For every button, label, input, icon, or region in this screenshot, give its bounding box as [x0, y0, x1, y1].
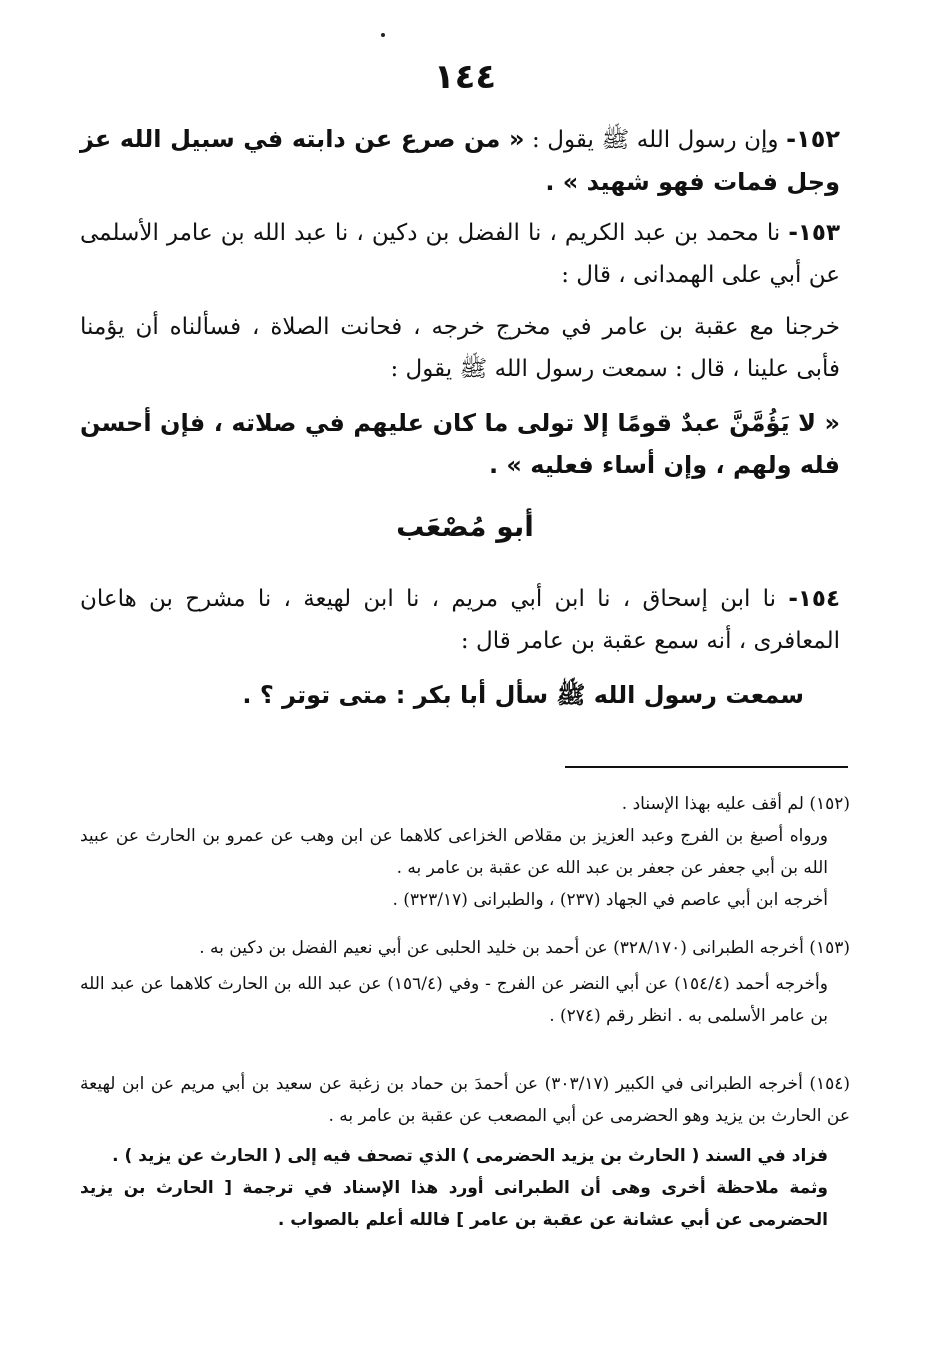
hadith-153-matn-block [80, 402, 840, 486]
hadith-153-narration-block [80, 306, 840, 390]
footnote-152-line-3: أخرجه ابن أبي عاصم في الجهاد (٢٣٧) ، والطبرانى (٣٢٣/١٧) . [392, 890, 828, 910]
footnote-152-line-1: (١٥٢) لم أقف عليه بهذا الإسناد . [621, 794, 850, 814]
footnote-154-line-3: وثمة ملاحظة أخرى وهى أن الطبرانى أورد هذا الإسناد في ترجمة [ الحارث بن يزيد الحضرمى عن أبي عشانة عن عقبة بن عامر ] فالله أعلم بالصواب . [80, 1178, 828, 1230]
footnote-153 [80, 932, 850, 1032]
hadith-154-matn-block [80, 674, 840, 716]
hadith-153-matn: « لا يَؤُمَّنَّ عبدٌ قومًا إلا تولى ما كان عليهم في صلاته ، فإن أحسن فله ولهم ، وإن أساء فعليه » . [80, 409, 840, 479]
hadith-153-narration: خرجنا مع عقبة بن عامر في مخرج خرجه ، فحانت الصلاة ، فسألناه أن يؤمنا فأبى علينا ، قال : سمعت رسول الله ﷺ يقول : [80, 314, 840, 382]
section-heading: أبو مُصْعَب [396, 510, 534, 543]
page-number: ١٤٤ [433, 57, 497, 97]
hadith-153-isnad-block [80, 212, 840, 296]
hadith-152-number: ١٥٢- [786, 125, 840, 153]
hadith-154-number: ١٥٤- [788, 586, 840, 612]
page-mark-dot [381, 33, 385, 37]
footnote-separator [565, 766, 848, 768]
footnote-152-line-2: ورواه أصبغ بن الفرج وعبد العزيز بن مقلاص الخزاعى كلاهما عن ابن وهب عن عمرو بن الحارث عن عبيد الله بن أبي جعفر عن جعفر بن عبد الله عن عقبة بن عامر به . [80, 826, 828, 878]
hadith-154-isnad-block [80, 578, 840, 662]
footnote-152 [80, 788, 850, 916]
hadith-152-matn: « من صرع عن دابته في سبيل الله عز وجل فمات فهو شهيد » . [80, 125, 840, 196]
footnote-153-line-2: وأخرجه أحمد (١٥٤/٤) عن أبي النضر عن الفرج - وفي (١٥٦/٤) عن عبد الله بن الحارث كلاهما عن عبد الله بن عامر الأسلمى به . انظر رقم (٢٧٤) . [80, 974, 828, 1026]
footnote-153-line-1: (١٥٣) أخرجه الطبرانى (٣٢٨/١٧٠) عن أحمد بن خليد الحلبى عن أبي نعيم الفضل بن دكين به . [199, 938, 850, 958]
hadith-154-matn: سمعت رسول الله ﷺ سأل أبا بكر : متى توتر ؟ . [242, 681, 804, 709]
footnote-154-line-1: (١٥٤) أخرجه الطبرانى في الكبير (٣٠٣/١٧) عن أحمدَ بن حماد بن زغبة عن سعيد بن أبي مريم عن ابن لهيعة عن الحارث بن يزيد وهو الحضرمى عن أبي المصعب عن عقبة بن عامر به . [80, 1074, 851, 1126]
footnote-154 [80, 1068, 850, 1236]
hadith-153-number: ١٥٣- [788, 220, 840, 246]
hadith-153-isnad: نا محمد بن عبد الكريم ، نا الفضل بن دكين ، نا عبد الله بن عامر الأسلمى عن أبي على الهمدانى ، قال : [80, 220, 840, 288]
hadith-152 [80, 118, 840, 203]
footnote-154-line-2: فزاد في السند ( الحارث بن يزيد الحضرمى ) الذي تصحف فيه إلى ( الحارث عن يزيد ) . [112, 1146, 828, 1166]
hadith-154-isnad: نا ابن إسحاق ، نا ابن أبي مريم ، نا ابن لهيعة ، نا مشرح بن هاعان المعافرى ، أنه سمع عقبة بن عامر قال : [80, 586, 840, 654]
hadith-152-intro: وإن رسول الله ﷺ يقول : [524, 127, 787, 153]
